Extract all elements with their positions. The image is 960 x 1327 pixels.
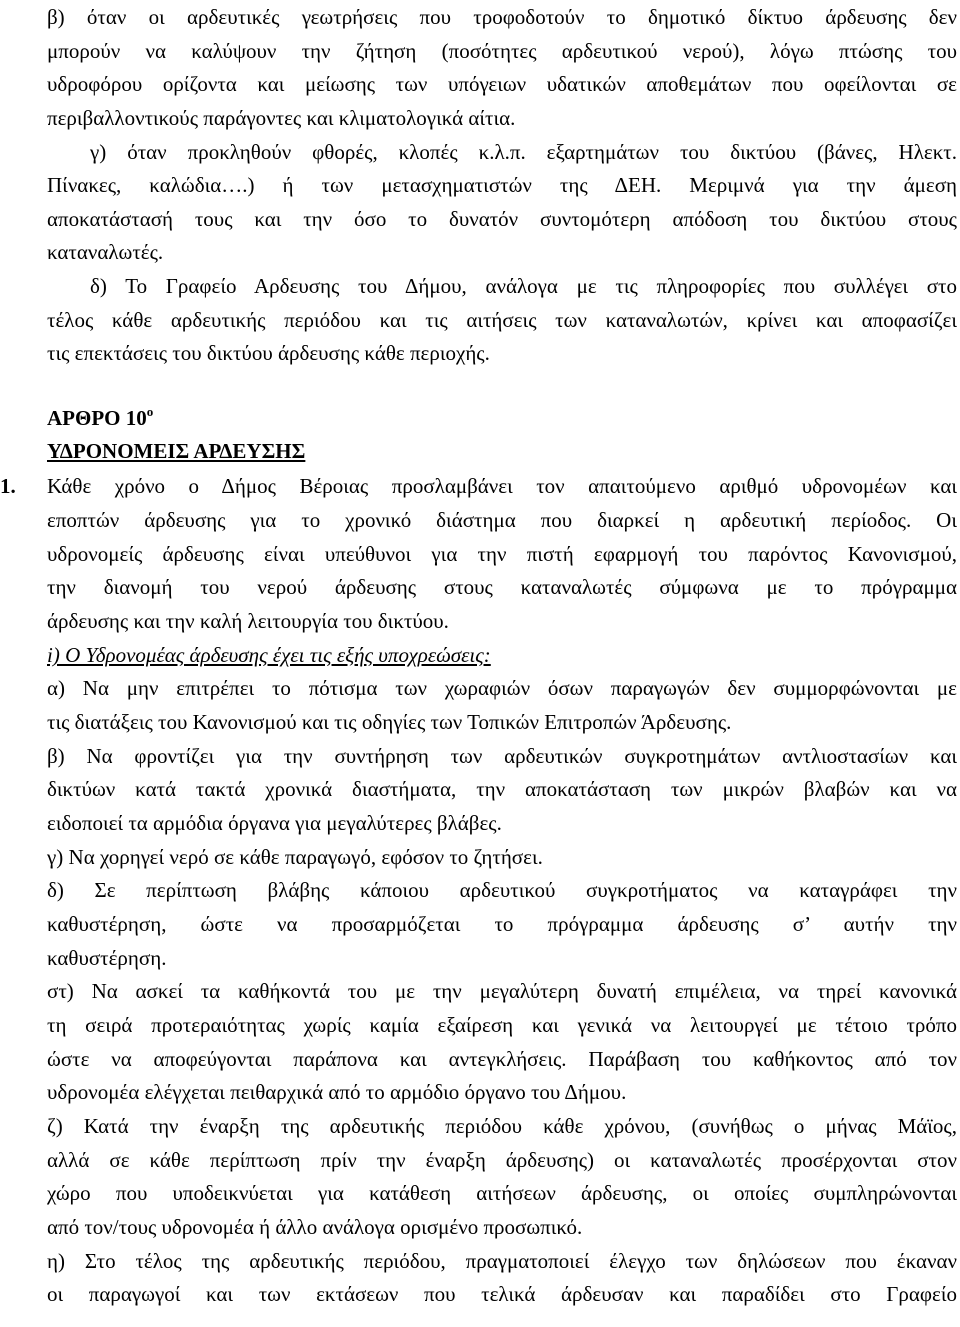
text-line: οι παραγωγοί και των εκτάσεων που τελικά άρδευσαν και παραδίδει στο Γραφείο — [47, 1282, 957, 1306]
text-line: τις διατάξεις του Κανονισμού και τις οδηγίες των Τοπικών Επιτροπών Άρδευσης. — [47, 710, 732, 734]
text-line: τη σειρά προτεραιότητας χωρίς καμία εξαίρεση και γενικά να λειτουργεί με τέτοιο τρόπο — [47, 1013, 957, 1037]
text-line: μπορούν να καλύψουν την ζήτηση (ποσότητες αρδευτικού νερού), λόγω πτώσης του — [47, 39, 957, 63]
text-line: β) Να φροντίζει για την συντήρηση των αρδευτικών συγκροτημάτων αντλιοστασίων και — [47, 744, 957, 768]
text-line: ειδοποιεί τα αρμόδια όργανα για μεγαλύτερες βλάβες. — [47, 811, 502, 835]
article-title-text: ΑΡΘΡΟ 10 — [47, 406, 147, 430]
text-line: τέλος κάθε αρδευτικής περιόδου και τις αιτήσεις των καταναλωτών, κρίνει και αποφασίζει — [47, 308, 957, 332]
text-line: υδρονομέα ελέγχεται πειθαρχικά από το αρμόδιο όργανο του Δήμου. — [47, 1080, 627, 1104]
text-line: καθυστέρηση. — [47, 946, 167, 970]
text-line: αποκατάστασή τους και την όσο το δυνατόν συντομότερη απόδοση του δικτύου στους — [47, 207, 957, 231]
text-line: δ) Σε περίπτωση βλάβης κάποιου αρδευτικού συγκροτήματος να καταγράφει την — [47, 878, 957, 902]
text-line: δ) Το Γραφείο Αρδευσης του Δήμου, ανάλογα με τις πληροφορίες που συλλέγει στο — [90, 274, 957, 298]
text-line: εποπτών άρδευσης για το χρονικό διάστημα που διαρκεί η αρδευτική περίοδος. Οι — [47, 508, 957, 532]
text-line: στ) Να ασκεί τα καθήκοντά του με την μεγαλύτερη δυνατή επιμέλεια, να τηρεί κανονικά — [47, 979, 957, 1003]
text-line: α) Να μην επιτρέπει το πότισμα των χωραφιών όσων παραγωγών δεν συμμορφώνονται με — [47, 676, 957, 700]
text-line: ζ) Κατά την έναρξη της αρδευτικής περιόδου κάθε χρόνου, (συνήθως ο μήνας Μάϊος, — [47, 1114, 957, 1138]
text-line: η) Στο τέλος της αρδευτικής περιόδου, πραγματοποιεί έλεγχο των δηλώσεων που έκαναν — [47, 1249, 957, 1273]
obligations-heading: i) Ο Υδρονομέας άρδευσης έχει τις εξής υποχρεώσεις: — [47, 643, 491, 667]
text-line: Κάθε χρόνο ο Δήμος Βέροιας προσλαμβάνει τον απαιτούμενο αριθμό υδρονομέων και — [47, 474, 957, 498]
text-line: ώστε να αποφεύγονται παράπονα και αντεγκλήσεις. Παράβαση του καθήκοντος από τον — [47, 1047, 957, 1071]
text-line: υδροφόρου ορίζοντα και μείωσης των υπόγειων υδατικών αποθεμάτων που οφείλονται σε — [47, 72, 957, 96]
text-line: την διανομή του νερού άρδευσης στους καταναλωτές σύμφωνα με το πρόγραμμα — [47, 575, 957, 599]
article-subtitle: ΥΔΡΟΝΟΜΕΙΣ ΑΡΔΕΥΣΗΣ — [47, 439, 306, 463]
text-line: περιβαλλοντικούς παράγοντες και κλιματολογικά αίτια. — [47, 106, 516, 130]
text-line: Πίνακες, καλώδια….) ή των μετασχηματιστών της ΔΕΗ. Μεριμνά για την άμεση — [47, 173, 957, 197]
text-line: υδρονομείς άρδευσης είναι υπεύθυνοι για την πιστή εφαρμογή του παρόντος Κανονισμού, — [47, 542, 957, 566]
article-title-superscript: ο — [146, 404, 154, 419]
text-line: χώρο που υποδεικνύεται για κατάθεση αιτήσεων άρδευσης, οι οποίες συμπληρώνονται — [47, 1181, 957, 1205]
text-line: αλλά σε κάθε περίπτωση πρίν την έναρξη άρδευσης) οι καταναλωτές προσέρχονται στον — [47, 1148, 957, 1172]
text-line: καταναλωτές. — [47, 240, 164, 264]
text-line: καθυστέρηση, ώστε να προσαρμόζεται το πρόγραμμα άρδευσης σ’ αυτήν την — [47, 912, 957, 936]
text-line: δικτύων κατά τακτά χρονικά διαστήματα, την αποκατάσταση των μικρών βλαβών και να — [47, 777, 957, 801]
text-line: β) όταν οι αρδευτικές γεωτρήσεις που τροφοδοτούν το δημοτικό δίκτυο άρδευσης δεν — [47, 5, 957, 29]
text-line: από τον/τους υδρονομέα ή άλλο ανάλογα ορισμένο προσωπικό. — [47, 1215, 583, 1239]
text-line: γ) Να χορηγεί νερό σε κάθε παραγωγό, εφόσον το ζητήσει. — [47, 845, 543, 869]
text-line: τις επεκτάσεις του δικτύου άρδευσης κάθε περιοχής. — [47, 341, 490, 365]
text-line: γ) όταν προκληθούν φθορές, κλοπές κ.λ.π. εξαρτημάτων του δικτύου (βάνες, Ηλεκτ. — [90, 140, 957, 164]
text-line: άρδευσης και την καλή λειτουργία του δικτύου. — [47, 609, 449, 633]
item-number: 1. — [0, 474, 16, 498]
article-title — [47, 403, 153, 433]
